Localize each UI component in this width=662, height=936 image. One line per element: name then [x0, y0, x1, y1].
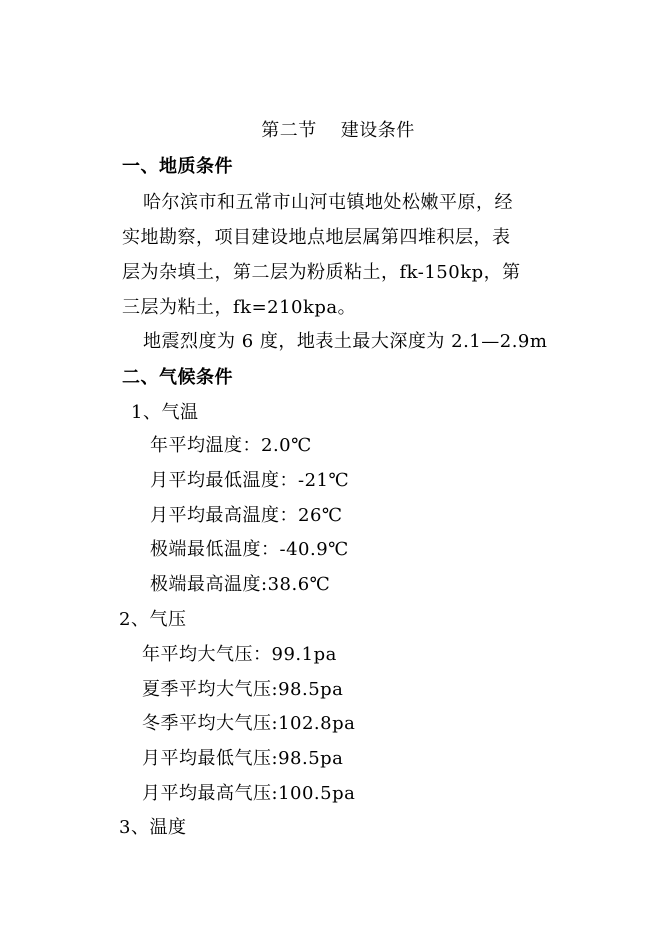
temperature-heading: 1、气温 [131, 402, 199, 423]
section-title [0, 119, 662, 143]
temperature-item: 月平均最低温度：-21℃ [150, 470, 350, 491]
pressure-item: 冬季平均大气压:102.8pa [142, 713, 356, 734]
section-name: 建设条件 [340, 120, 415, 141]
temperature-item: 月平均最高温度：26℃ [150, 505, 343, 526]
geology-paragraph-line: 哈尔滨市和五常市山河屯镇地处松嫩平原，经 [143, 192, 513, 213]
temperature-item: 极端最低温度：-40.9℃ [150, 539, 349, 560]
temperature-item: 极端最高温度:38.6℃ [150, 574, 331, 595]
geology-paragraph-line: 层为杂填土，第二层为粉质粘土，fk-150kp，第 [122, 262, 521, 283]
pressure-item: 月平均最高气压:100.5pa [142, 783, 356, 804]
section-number: 第二节 [261, 120, 317, 141]
humidity-heading: 3、温度 [119, 817, 187, 838]
geology-paragraph-line: 三层为粘土，fk=210kpa。 [122, 297, 357, 318]
pressure-heading: 2、气压 [119, 609, 187, 630]
seismic-text: 地震烈度为 6 度，地表土最大深度为 2.1—2.9m [143, 331, 548, 352]
geology-heading: 一、地质条件 [122, 156, 233, 177]
climate-heading: 二、气候条件 [122, 367, 233, 388]
pressure-item: 年平均大气压：99.1pa [142, 644, 337, 665]
pressure-item: 月平均最低气压:98.5pa [142, 748, 344, 769]
geology-paragraph-line: 实地勘察，项目建设地点地层属第四堆积层，表 [122, 227, 511, 248]
pressure-item: 夏季平均大气压:98.5pa [142, 679, 344, 700]
temperature-item: 年平均温度：2.0℃ [150, 435, 312, 456]
